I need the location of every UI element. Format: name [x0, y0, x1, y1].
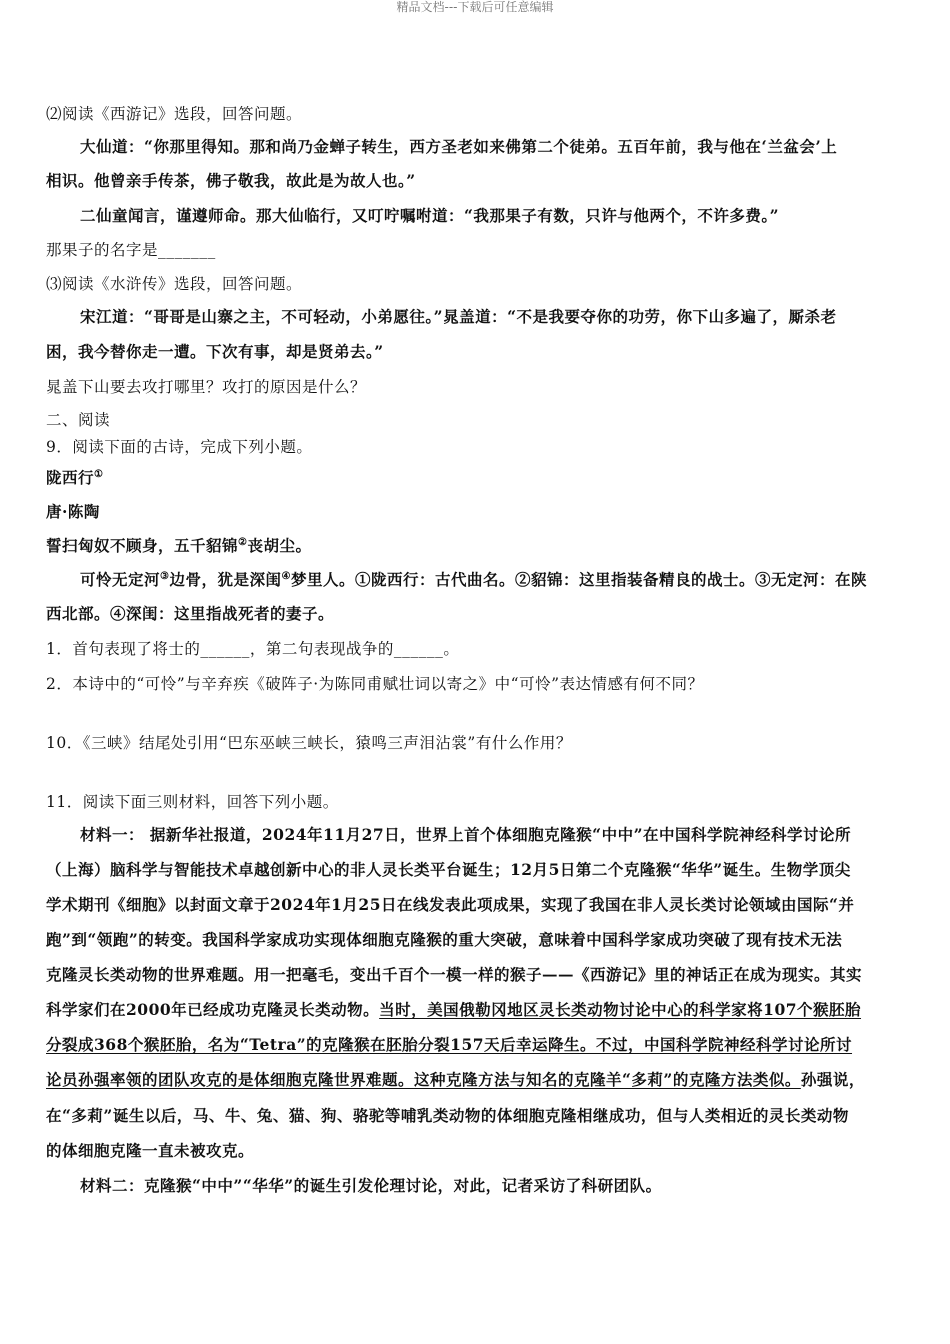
q11-intro: 11．阅读下面三则材料，回答下列小题。 — [46, 793, 339, 811]
material-1-line-8: 论员孙强率领的团队攻克的是体细胞克隆世界难题。这种克隆方法与知名的克隆羊“多莉”的克隆方法类似。孙强说， — [46, 1070, 865, 1089]
material-2-line-1: 材料二：克隆猴“中中”“华华”的诞生引发伦理讨论，对此，记者采访了科研团队。 — [80, 1176, 662, 1195]
poem-notes-continued: 西北部。④深闺：这里指战死者的妻子。 — [46, 604, 335, 623]
material-1-line-7: 分裂成368个猴胚胎，名为“Tetra”的克隆猴在胚胎分裂157天后幸运降生。不过，中国科学院神经科学讨论所讨 — [46, 1035, 853, 1054]
poem-title: 陇西行① — [46, 468, 104, 487]
q8-part2-paragraph-1b: 相识。他曾亲手传茶，佛子敬我，故此是为故人也。” — [46, 171, 416, 190]
q10: 10．《三峡》结尾处引用“巴东巫峡三峡长，猿鸣三声泪沾裳”有什么作用？ — [46, 734, 572, 752]
material-1-line-10: 的体细胞克隆一直未被攻克。 — [46, 1141, 255, 1160]
q8-part2-paragraph-2: 二仙童闻言，谨遵师命。那大仙临行，又叮咛嘱咐道：“我那果子有数，只许与他两个，不许多费。” — [80, 206, 780, 225]
material-1-line-4: 跑”到“领跑”的转变。我国科学家成功实现体细胞克隆猴的重大突破，意味着中国科学家成功突破了现有技术无法 — [46, 930, 843, 949]
poem-line-2: 可怜无定河③边骨，犹是深闺④梦里人。①陇西行：古代曲名。②貂锦：这里指装备精良的战士。③无定河：在陕 — [80, 570, 867, 589]
q8-part3-paragraph-1a: 宋江道：“哥哥是山寨之主，不可轻动，小弟愿往。”晁盖道：“不是我要夺你的功劳，你下山多遍了，厮杀老 — [80, 307, 837, 326]
poem-author: 唐·陈陶 — [46, 502, 100, 521]
poem-line-1: 誓扫匈奴不顾身，五千貂锦②丧胡尘。 — [46, 536, 312, 555]
underlined-text: 当时，美国俄勒冈地区灵长类动物讨论中心的科学家将107个猴胚胎 — [379, 1000, 862, 1019]
q8-part2-heading: ⑵阅读《西游记》选段，回答问题。 — [46, 105, 303, 123]
poem-title-note: ① — [94, 468, 104, 480]
material-1-line-3: 学术期刊《细胞》以封面文章于2024年1月25日在线发表此项成果，实现了我国在非人灵长类讨论领域由国际“并 — [46, 895, 855, 914]
q8-part3-paragraph-1b: 困，我今替你走一遭。下次有事，却是贤弟去。” — [46, 342, 384, 361]
q8-part3-question: 晁盖下山要去攻打哪里？攻打的原因是什么？ — [46, 378, 367, 396]
watermark: 精品文档---下载后可任意编辑 — [396, 0, 554, 14]
material-1-line-6: 科学家们在2000年已经成功克隆灵长类动物。当时，美国俄勒冈地区灵长类动物讨论中心的科学家将107个猴胚胎 — [46, 1000, 862, 1019]
q8-part3-heading: ⑶阅读《水浒传》选段，回答问题。 — [46, 275, 303, 293]
material-1-line-1: 材料一： 据新华社报道，2024年11月27日，世界上首个体细胞克隆猴“中中”在中国科学院神经科学讨论所 — [80, 825, 852, 844]
q8-part2-question: 那果子的名字是_______ — [46, 241, 216, 259]
material-1-line-9: 在“多莉”诞生以后，马、牛、兔、猫、狗、骆驼等哺乳类动物的体细胞克隆相继成功，但与人类相近的灵长类动物 — [46, 1106, 849, 1125]
material-1-line-5: 克隆灵长类动物的世界难题。用一把毫毛，变出千百个一模一样的猴子——《西游记》里的神话正在成为现实。其实 — [46, 965, 863, 984]
underlined-text: 论员孙强率领的团队攻克的是体细胞克隆世界难题。这种克隆方法与知名的克隆羊“多莉”的克隆方法类似。 — [46, 1070, 801, 1089]
section-2-heading: 二、阅读 — [46, 411, 111, 429]
q9-sub-question-1: 1．首句表现了将士的______，第二句表现战争的______。 — [46, 640, 460, 658]
q9-sub-question-2: 2．本诗中的“可怜”与辛弃疾《破阵子·为陈同甫赋壮词以寄之》中“可怜”表达情感有何不同？ — [46, 675, 704, 693]
q8-part2-paragraph-1a: 大仙道：“你那里得知。那和尚乃金蝉子转生，西方圣老如来佛第二个徒弟。五百年前，我与他在‘兰盆会’上 — [80, 137, 838, 156]
q9-intro: 9．阅读下面的古诗，完成下列小题。 — [46, 438, 313, 456]
material-1-line-2: （上海）脑科学与智能技术卓越创新中心的非人灵长类平台诞生；12月5日第二个克隆猴“华华”诞生。生物学顶尖 — [46, 860, 851, 879]
